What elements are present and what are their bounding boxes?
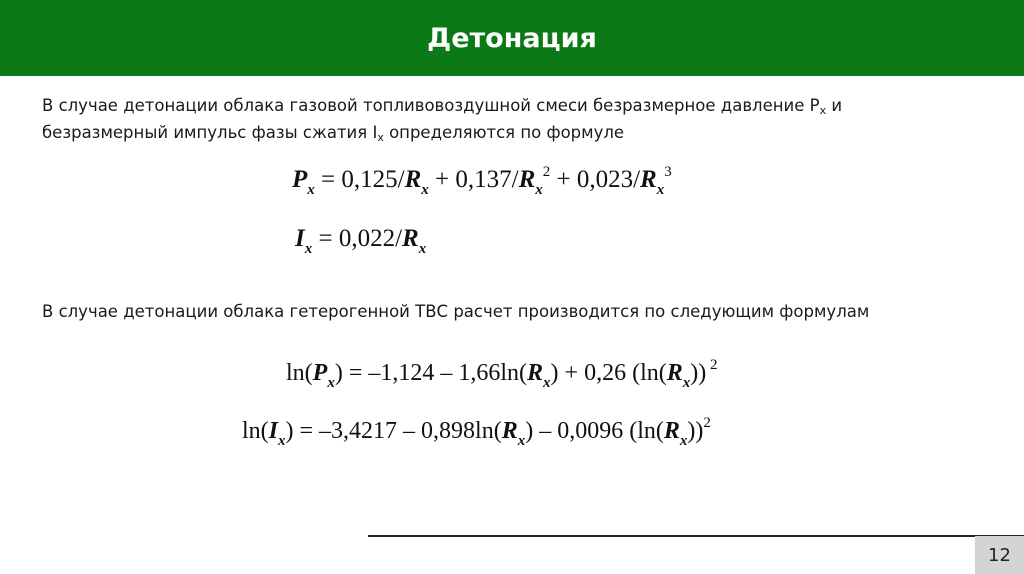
page-number: 12 xyxy=(988,544,1011,566)
slide-header xyxy=(0,0,1024,76)
p1-mid: и безразмерный импульс фазы сжатия I xyxy=(42,96,843,142)
hetero-paragraph: В случае детонации облака гетерогенной ТВС расчет производится по следующим формулам xyxy=(42,302,870,321)
p1-text: В случае детонации облака газовой топливовоздушной смеси безразмерное давление P xyxy=(42,96,820,115)
formula-pressure-gas: $P_x = 0,125/R_x + 0,137/R_x^2 + 0,023/R_x^3$ xyxy=(292,164,672,198)
intro-paragraph xyxy=(42,92,942,146)
formula-pressure-hetero: $\ln(P_x) = -1,124 - 1,66\ln(R_x) + 0,26$ $(\ln(R_x))$ $^2$ xyxy=(286,357,718,391)
formula-impulse-gas: $I_x = 0,022/R_x$ xyxy=(295,225,427,257)
page-number-box xyxy=(975,536,1024,574)
p1-subscript-1: x xyxy=(819,104,827,117)
formula-impulse-hetero: $\ln(I_x) = -3,4217 - 0,898\ln(R_x) - 0,0096$ $(\ln(R_x))^2$ xyxy=(242,415,711,449)
footer-divider xyxy=(368,535,1024,537)
p1-subscript-2: x xyxy=(377,131,384,144)
slide-title: Детонация xyxy=(427,22,597,54)
p1-end: определяются по формуле xyxy=(383,123,625,142)
